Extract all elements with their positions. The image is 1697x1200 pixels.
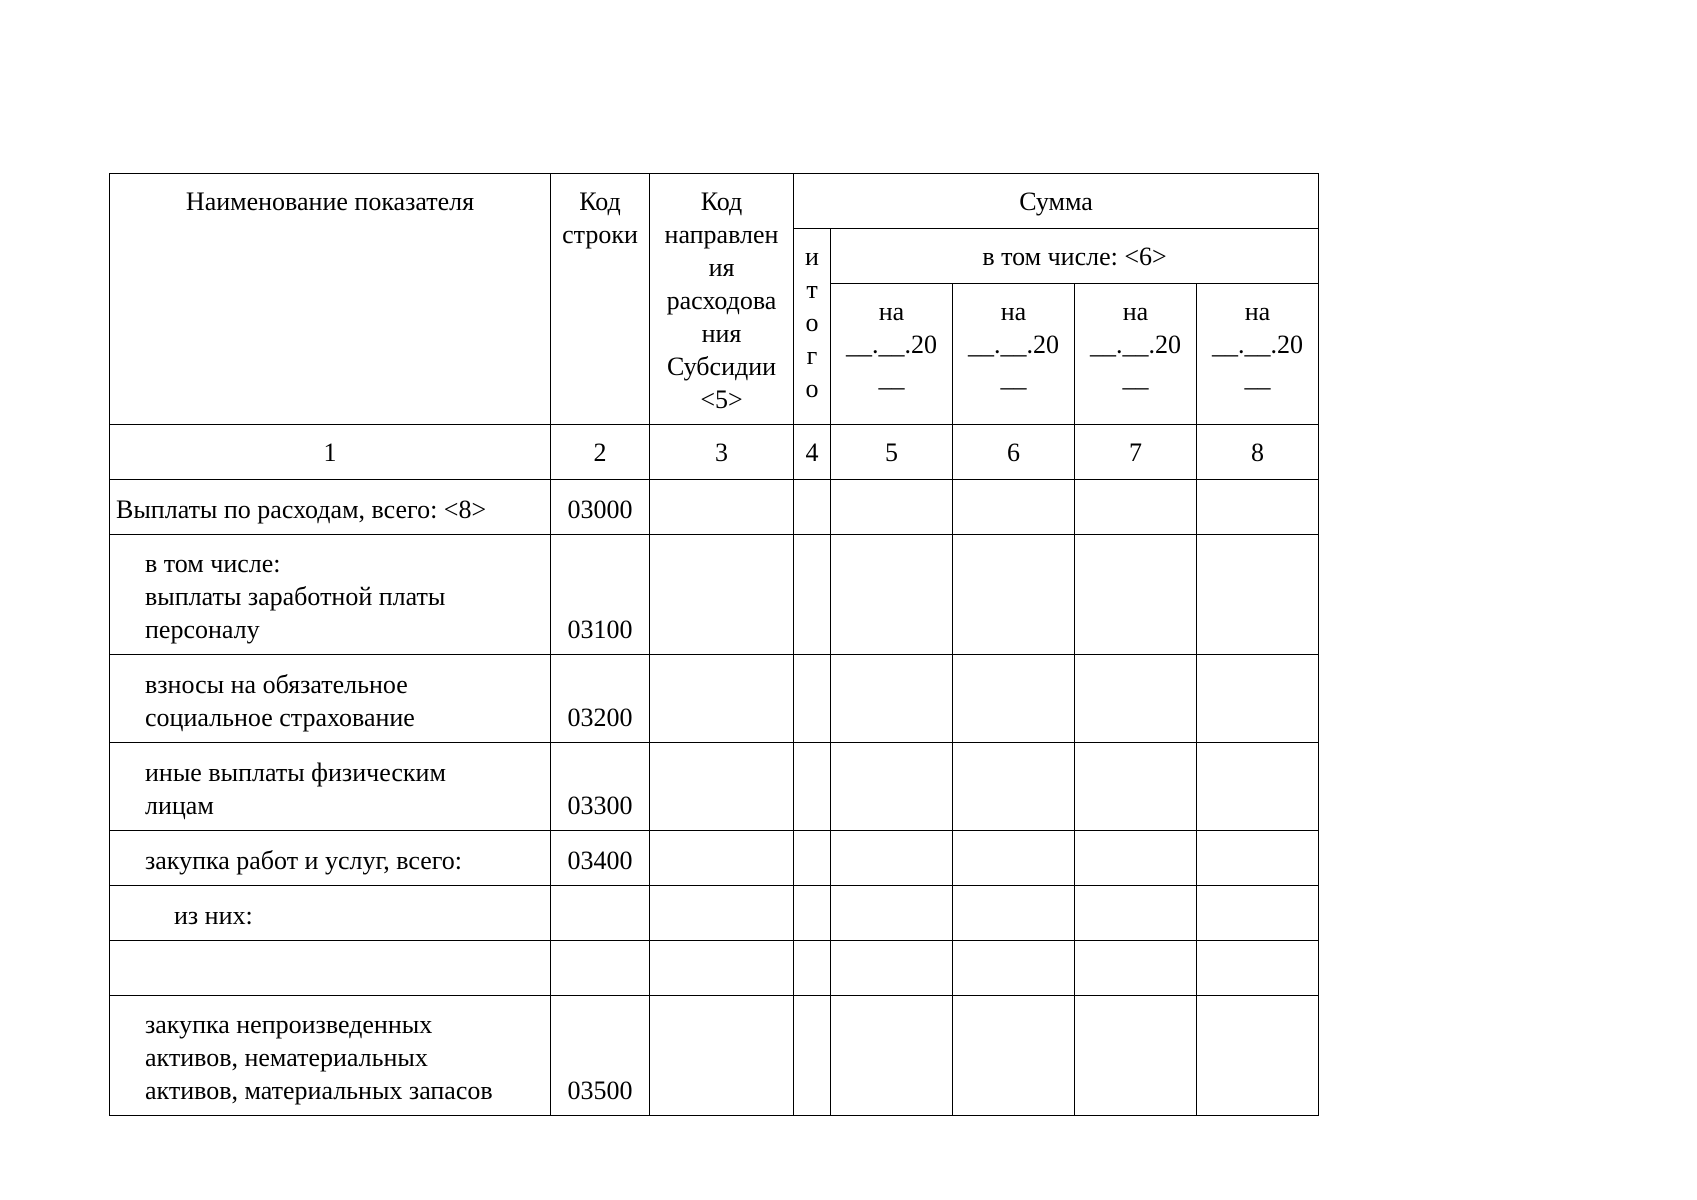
row-value-cell[interactable] bbox=[1197, 655, 1319, 743]
column-number: 5 bbox=[831, 425, 953, 480]
date-line: __.__.20 bbox=[846, 330, 937, 359]
header-code-cell bbox=[551, 174, 650, 425]
row-name-cell bbox=[110, 655, 551, 743]
row-name-cell bbox=[110, 831, 551, 886]
table-row bbox=[110, 996, 1319, 1116]
table-row bbox=[110, 655, 1319, 743]
row-value-cell[interactable] bbox=[1197, 535, 1319, 655]
table-row bbox=[110, 535, 1319, 655]
row-value-cell[interactable] bbox=[650, 655, 794, 743]
row-value-cell[interactable] bbox=[831, 886, 953, 941]
header-date-cell bbox=[831, 284, 953, 425]
column-number: 2 bbox=[551, 425, 650, 480]
row-value-cell[interactable] bbox=[1197, 480, 1319, 535]
row-code-cell bbox=[551, 941, 650, 996]
table-row bbox=[110, 480, 1319, 535]
row-value-cell[interactable] bbox=[650, 743, 794, 831]
header-incl-label: в том числе: <6> bbox=[982, 242, 1167, 271]
row-value-cell[interactable] bbox=[650, 831, 794, 886]
column-number: 1 bbox=[110, 425, 551, 480]
row-name-line: закупка непроизведенных bbox=[145, 1010, 433, 1039]
row-value-cell[interactable] bbox=[1075, 655, 1197, 743]
row-value-cell[interactable] bbox=[831, 535, 953, 655]
row-name-line: в том числе: bbox=[145, 549, 281, 578]
row-value-cell[interactable] bbox=[1197, 941, 1319, 996]
column-number: 6 bbox=[953, 425, 1075, 480]
date-line: __.__.20 bbox=[1090, 330, 1181, 359]
row-value-cell[interactable] bbox=[794, 480, 831, 535]
header-sum-label: Сумма bbox=[1019, 187, 1093, 216]
row-value-cell[interactable] bbox=[1075, 886, 1197, 941]
date-line: на bbox=[1000, 297, 1027, 326]
row-name-line: Выплаты по расходам, всего: <8> bbox=[116, 495, 487, 524]
header-date-cell bbox=[1197, 284, 1319, 425]
row-value-cell[interactable] bbox=[1075, 743, 1197, 831]
row-value-cell[interactable] bbox=[831, 480, 953, 535]
row-value-cell[interactable] bbox=[953, 886, 1075, 941]
table-row bbox=[110, 941, 1319, 996]
row-name-line bbox=[145, 954, 550, 987]
row-code-cell: 03500 bbox=[551, 996, 650, 1116]
row-value-cell[interactable] bbox=[1075, 941, 1197, 996]
row-name-line: закупка работ и услуг, всего: bbox=[145, 846, 462, 875]
table-row bbox=[110, 886, 1319, 941]
row-value-cell[interactable] bbox=[650, 941, 794, 996]
report-table bbox=[109, 173, 1319, 1116]
header-total-letter: г bbox=[806, 341, 818, 370]
header-name-cell bbox=[110, 174, 551, 425]
row-value-cell[interactable] bbox=[1075, 831, 1197, 886]
row-name-cell bbox=[110, 941, 551, 996]
row-value-cell[interactable] bbox=[831, 941, 953, 996]
row-value-cell[interactable] bbox=[953, 743, 1075, 831]
header-date-cell bbox=[953, 284, 1075, 425]
row-value-cell[interactable] bbox=[953, 535, 1075, 655]
row-name-line: из них: bbox=[174, 901, 253, 930]
row-value-cell[interactable] bbox=[794, 535, 831, 655]
header-total-letter: о bbox=[805, 374, 819, 403]
row-value-cell[interactable] bbox=[831, 996, 953, 1116]
row-value-cell[interactable] bbox=[1197, 831, 1319, 886]
header-total-letter: и bbox=[805, 242, 819, 271]
date-line: __ bbox=[1122, 363, 1149, 392]
row-name-cell bbox=[110, 535, 551, 655]
date-line: __ bbox=[1244, 363, 1271, 392]
header-code-line: строки bbox=[562, 220, 638, 249]
header-direction-line: направлен bbox=[664, 220, 779, 249]
row-value-cell[interactable] bbox=[794, 996, 831, 1116]
row-name-cell bbox=[110, 743, 551, 831]
row-value-cell[interactable] bbox=[650, 996, 794, 1116]
column-numbers-row bbox=[110, 425, 1319, 480]
column-number: 8 bbox=[1197, 425, 1319, 480]
column-number: 7 bbox=[1075, 425, 1197, 480]
row-code-cell: 03100 bbox=[551, 535, 650, 655]
header-direction-line: <5> bbox=[700, 385, 743, 414]
row-value-cell[interactable] bbox=[794, 886, 831, 941]
row-value-cell[interactable] bbox=[794, 655, 831, 743]
row-value-cell[interactable] bbox=[953, 941, 1075, 996]
row-code-cell: 03200 bbox=[551, 655, 650, 743]
header-date-cell bbox=[1075, 284, 1197, 425]
row-name-line: иные выплаты физическим bbox=[145, 758, 446, 787]
date-line: на bbox=[878, 297, 905, 326]
row-name-line: активов, материальных запасов bbox=[145, 1076, 493, 1105]
row-code-cell: 03300 bbox=[551, 743, 650, 831]
row-value-cell[interactable] bbox=[650, 535, 794, 655]
row-value-cell[interactable] bbox=[1197, 743, 1319, 831]
header-direction-line: Код bbox=[700, 187, 743, 216]
header-direction-line: ия bbox=[708, 253, 735, 282]
header-total-cell bbox=[794, 229, 831, 425]
row-name-cell bbox=[110, 480, 551, 535]
row-name-line: лицам bbox=[145, 791, 214, 820]
row-name-cell bbox=[110, 886, 551, 941]
header-total-letter: о bbox=[805, 308, 819, 337]
row-value-cell[interactable] bbox=[1075, 480, 1197, 535]
row-value-cell[interactable] bbox=[650, 886, 794, 941]
column-number: 3 bbox=[650, 425, 794, 480]
row-value-cell[interactable] bbox=[953, 480, 1075, 535]
row-name-line: социальное страхование bbox=[145, 703, 415, 732]
row-name-cell bbox=[110, 996, 551, 1116]
header-direction-cell bbox=[650, 174, 794, 425]
row-value-cell[interactable] bbox=[1075, 996, 1197, 1116]
row-value-cell[interactable] bbox=[831, 655, 953, 743]
row-name-line: персоналу bbox=[145, 615, 260, 644]
row-code-cell: 03400 bbox=[551, 831, 650, 886]
row-value-cell[interactable] bbox=[1197, 886, 1319, 941]
header-name-label: Наименование показателя bbox=[185, 187, 475, 216]
table-row bbox=[110, 831, 1319, 886]
header-incl-cell bbox=[831, 229, 1319, 284]
row-value-cell[interactable] bbox=[794, 831, 831, 886]
row-value-cell[interactable] bbox=[953, 831, 1075, 886]
row-name-line: взносы на обязательное bbox=[145, 670, 408, 699]
date-line: __.__.20 bbox=[1212, 330, 1303, 359]
row-value-cell[interactable] bbox=[650, 480, 794, 535]
column-number: 4 bbox=[794, 425, 831, 480]
row-value-cell[interactable] bbox=[831, 743, 953, 831]
row-value-cell[interactable] bbox=[794, 743, 831, 831]
date-line: __ bbox=[1000, 363, 1027, 392]
row-value-cell[interactable] bbox=[1197, 996, 1319, 1116]
header-code-line: Код bbox=[579, 187, 621, 216]
header-sum-cell bbox=[794, 174, 1319, 229]
row-value-cell[interactable] bbox=[953, 655, 1075, 743]
date-line: на bbox=[1122, 297, 1149, 326]
header-direction-line: Субсидии bbox=[666, 352, 777, 381]
date-line: __.__.20 bbox=[968, 330, 1059, 359]
row-name-line: выплаты заработной платы bbox=[145, 582, 446, 611]
header-direction-line: расходова bbox=[666, 286, 777, 315]
row-value-cell[interactable] bbox=[794, 941, 831, 996]
row-value-cell[interactable] bbox=[1075, 535, 1197, 655]
row-code-cell bbox=[551, 886, 650, 941]
row-name-line: активов, нематериальных bbox=[145, 1043, 428, 1072]
table-row bbox=[110, 743, 1319, 831]
header-total-letter: т bbox=[806, 275, 818, 304]
date-line: __ bbox=[878, 363, 905, 392]
row-value-cell[interactable] bbox=[831, 831, 953, 886]
row-value-cell[interactable] bbox=[953, 996, 1075, 1116]
header-direction-line: ния bbox=[701, 319, 742, 348]
row-code-cell: 03000 bbox=[551, 480, 650, 535]
date-line: на bbox=[1244, 297, 1271, 326]
